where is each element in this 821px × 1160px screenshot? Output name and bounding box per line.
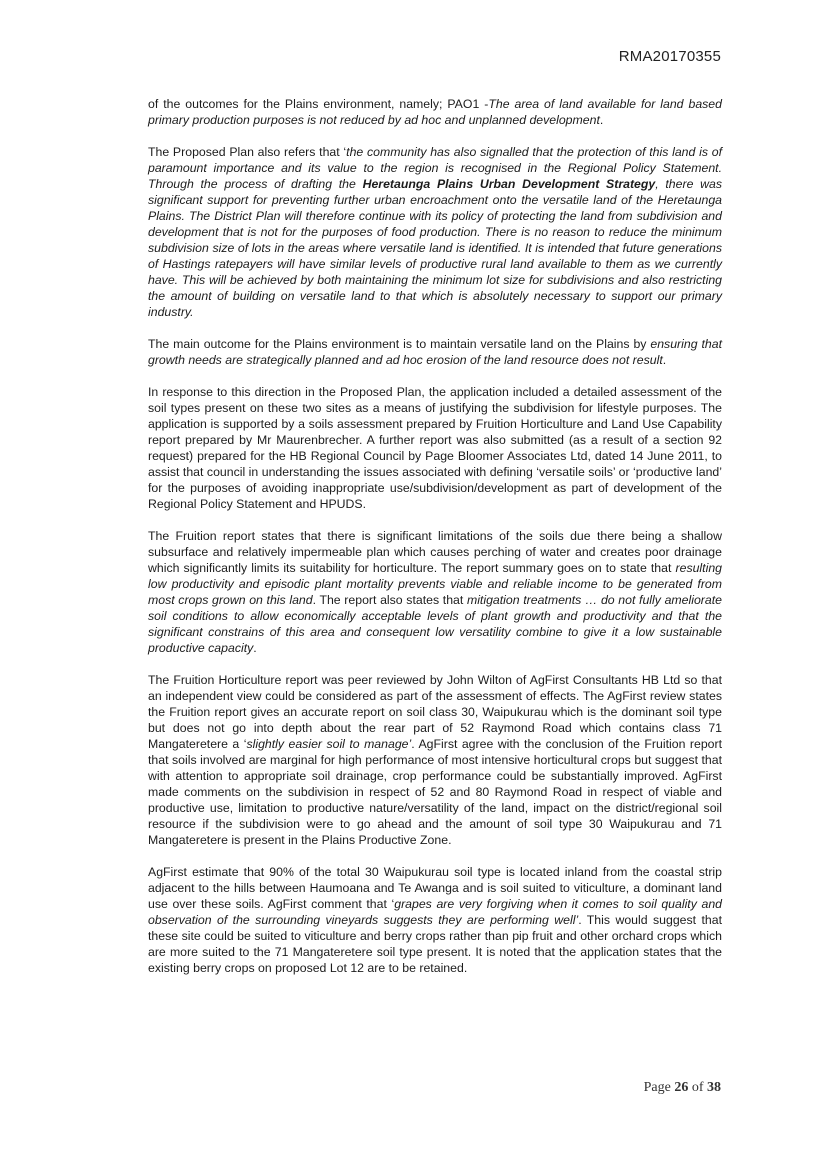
text-run: resulting low productivity and episodic plant mortality prevents viable and reliable income to be generated from most crops grown on this land	[148, 561, 722, 607]
text-run: ensuring that growth needs are strategically planned and ad hoc erosion of the land resource does not result	[148, 337, 722, 367]
page-total: 38	[707, 1080, 721, 1095]
text-run: .	[599, 113, 604, 127]
paragraph-6	[148, 672, 722, 848]
page-current: 26	[674, 1080, 689, 1095]
paragraph-3	[148, 336, 722, 368]
text-run: AgFirst estimate that 90% of the total 30 Waipukurau soil type is located inland from the coastal strip adjacent to the hills between Haumoana and Te Awanga and is soil suited to viticulture, a dominant land use over these soils. AgFirst comment that ‘	[148, 865, 722, 911]
page-number	[644, 1080, 721, 1096]
text-run: slightly easier soil to manage’	[246, 737, 412, 751]
text-run: . This would suggest that these site could be suited to viticulture and berry crops rather than pip fruit and other orchard crops which are more suited to the 71 Mangateretere soil type present. It is noted that the application states that the existing berry crops on proposed Lot 12 are to be retained.	[148, 913, 722, 975]
text-run: Heretaunga Plains Urban Development Strategy	[362, 177, 656, 191]
text-run: . AgFirst agree with the conclusion of the Fruition report that soils involved are marginal for high performance of most intensive horticultural crops but suggest that with attention to appropriate soil drainage, crop performance could be substantially improved. AgFirst made comments on the subdivision in respect of 52 and 80 Raymond Road in respect of viable and productive use, limitation to productive nature/versatility of the land, impact on the district/regional soil resource if the subdivision were to go ahead and the amount of soil type 30 Waipukurau and 71 Mangateretere is present in the Plains Productive Zone.	[148, 737, 723, 847]
document-reference: RMA20170355	[618, 48, 721, 65]
text-run: grapes are very forgiving when it comes to soil quality and observation of the surrounding vineyards suggests they are performing well’	[148, 897, 722, 927]
text-run: , there was significant support for preventing further urban encroachment onto the versatile land of the Heretaunga Plains. The District Plan will therefore continue with its policy of protecting the land from subdivision and development that is not for the purposes of food production. There is no reason to reduce the minimum subdivision size of lots in the areas where versatile land is identified. It is intended that future generations of Hastings ratepayers will have similar levels of productive rural land available to them as we currently have. This will be achieved by both maintaining the minimum lot size for subdivisions and also restricting the amount of building on versatile land to that which is absolutely necessary to support our primary industry.	[148, 177, 722, 319]
paragraph-2	[148, 144, 722, 320]
text-run: of the outcomes for the Plains environment, namely; PAO1 -	[148, 97, 489, 111]
text-run: The Fruition Horticulture report was peer reviewed by John Wilton of AgFirst Consultants HB Ltd so that an independent view could be considered as part of the assessment of effects. The AgFirst review states the Fruition report gives an accurate report on soil class 30, Waipukurau which is the dominant soil type but does not go into depth about the rear part of 52 Raymond Road which contains class 71 Mangateretere a ‘	[148, 673, 722, 751]
text-run: The Proposed Plan also refers that ‘	[148, 145, 347, 159]
page-of-label: of	[691, 1080, 704, 1095]
text-run: the community has also signalled that the protection of this land is of paramount importance and its value to the region is recognised in the Regional Policy Statement. Through the process of drafting the	[148, 145, 722, 191]
text-run: .	[253, 641, 257, 655]
text-run: The area of land available for land based primary production purposes is not reduced by ad hoc and unplanned development	[148, 97, 722, 127]
text-run: In response to this direction in the Proposed Plan, the application included a detailed assessment of the soil types present on these two sites as a means of justifying the subdivision for lifestyle purposes. The application is supported by a soils assessment prepared by Fruition Horticulture and Land Use Capability report prepared by Mr Maurenbrecher. A further report was also submitted (as a result of a section 92 request) prepared for the HB Regional Council by Page Bloomer Associates Ltd, dated 14 June 2011, to assist that council in understanding the issues associated with defining ‘versatile soils’ or ‘productive land’ for the purposes of avoiding inappropriate use/subdivision/development as part of development of the Regional Policy Statement and HPUDS.	[148, 385, 722, 511]
page-label: Page	[643, 1080, 671, 1095]
text-run: The Fruition report states that there is significant limitations of the soils due there being a shallow subsurface and relatively impermeable plan which causes perching of water and creates poor drainage which significantly limits its suitability for horticulture. The report summary goes on to state that	[148, 529, 722, 575]
text-run: . The report also states that	[312, 593, 467, 607]
paragraph-4	[148, 384, 722, 512]
paragraph-1	[148, 96, 722, 128]
text-run: .	[662, 353, 667, 367]
text-run: The main outcome for the Plains environment is to maintain versatile land on the Plains by	[148, 337, 651, 351]
body-text	[148, 96, 722, 976]
text-run: mitigation treatments … do not fully ameliorate soil conditions to allow economically acceptable levels of plant growth and productivity and that the significant constrains of this area and consequent low versatility combine to give it a low sustainable productive capacity	[148, 593, 722, 655]
paragraph-5	[148, 528, 722, 656]
paragraph-7	[148, 864, 722, 976]
